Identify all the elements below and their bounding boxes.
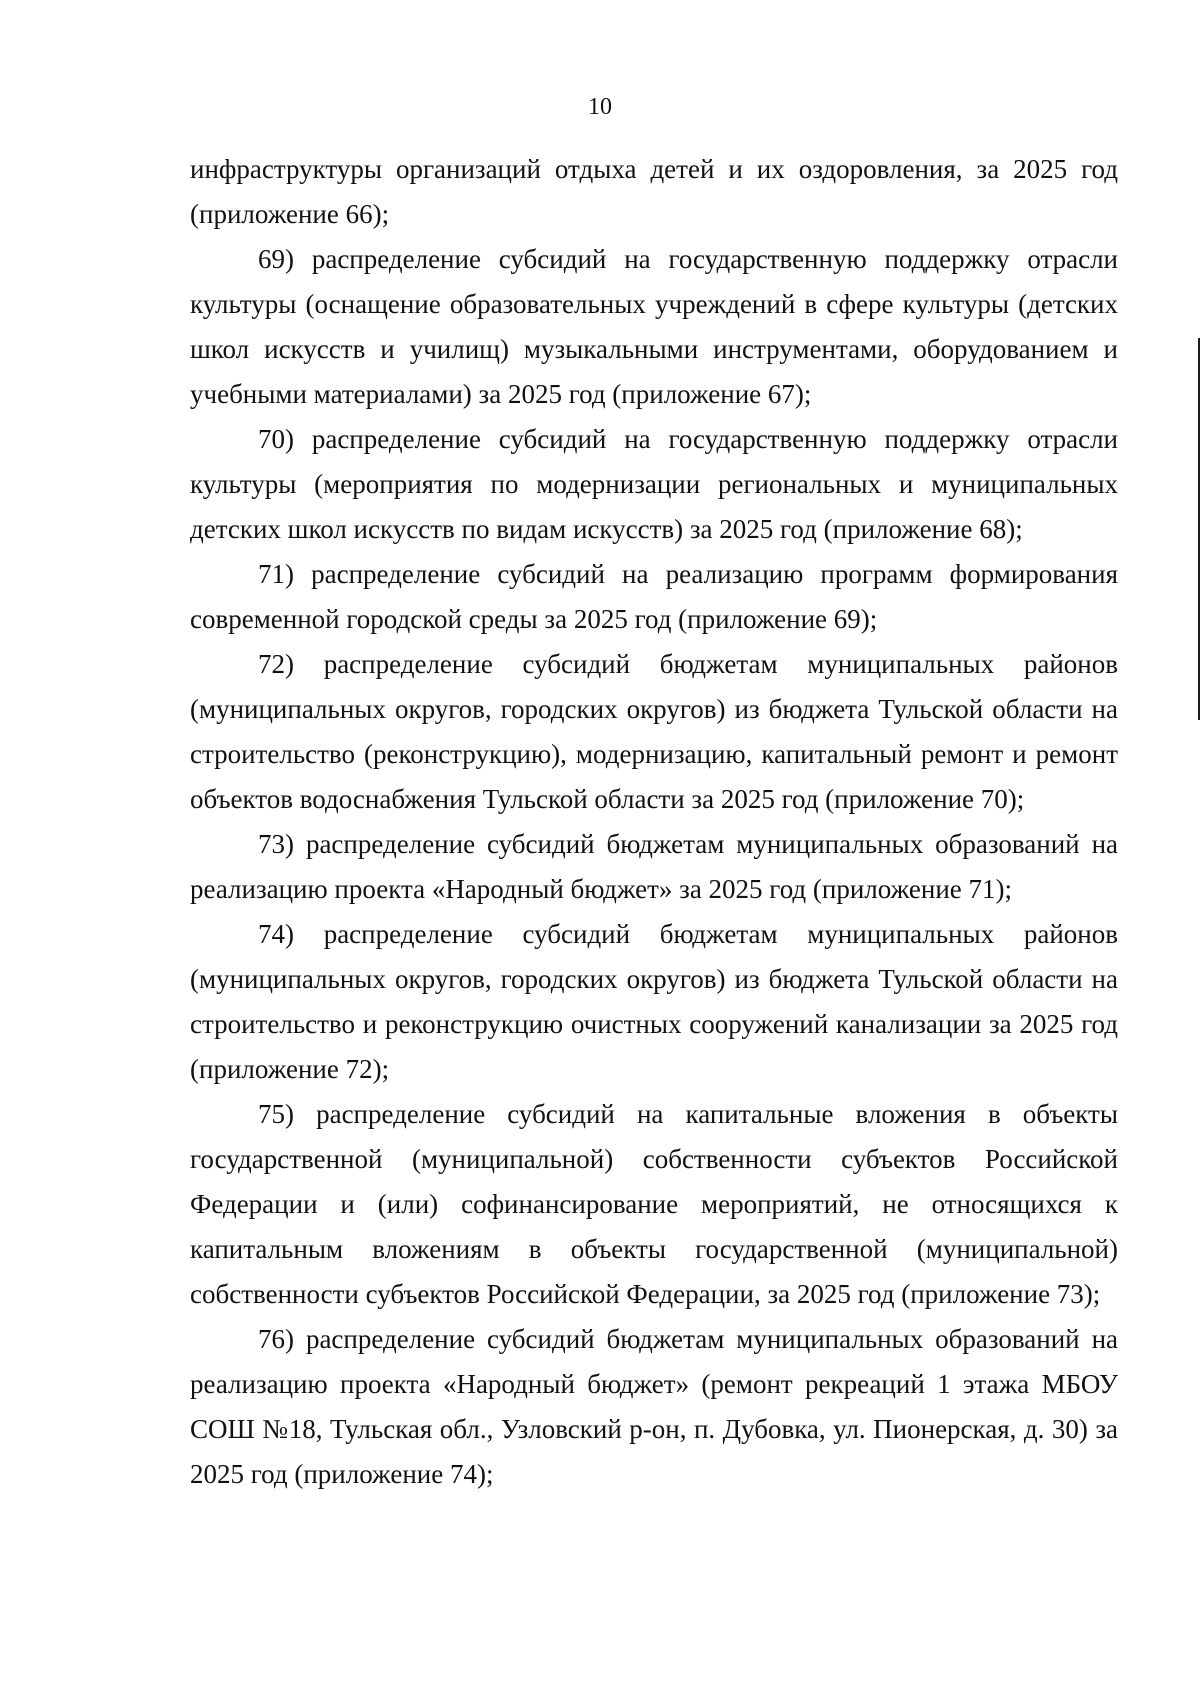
list-item-71: 71) распределение субсидий на реализацию программ формирования современной городской среды за 2025 год (приложение 69);	[190, 559, 1118, 634]
document-body	[190, 147, 1118, 1497]
list-item-76: 76) распределение субсидий бюджетам муниципальных образований на реализацию проекта «Народный бюджет» (ремонт рекреаций 1 этажа МБОУ СОШ №18, Тульская обл., Узловский р-он, п. Дубовка, ул. Пионерская, д. 30) за 2025 год (приложение 74);	[190, 1324, 1118, 1489]
list-item-74: 74) распределение субсидий бюджетам муниципальных районов (муниципальных округов, городских округов) из бюджета Тульской области на строительство и реконструкцию очистных сооружений канализации за 2025 год (приложение 72);	[190, 919, 1118, 1084]
list-item-73: 73) распределение субсидий бюджетам муниципальных образований на реализацию проекта «Народный бюджет» за 2025 год (приложение 71);	[190, 829, 1118, 904]
list-item-72: 72) распределение субсидий бюджетам муниципальных районов (муниципальных округов, городских округов) из бюджета Тульской области на строительство (реконструкцию), модернизацию, капитальный ремонт и ремонт объектов водоснабжения Тульской области за 2025 год (приложение 70);	[190, 649, 1118, 814]
paragraph-continuation: инфраструктуры организаций отдыха детей и их оздоровления, за 2025 год (приложение 66);	[190, 154, 1118, 229]
list-item-69: 69) распределение субсидий на государственную поддержку отрасли культуры (оснащение образовательных учреждений в сфере культуры (детских школ искусств и училищ) музыкальными инструментами, оборудованием и учебными материалами) за 2025 год (приложение 67);	[190, 244, 1118, 409]
list-item-75: 75) распределение субсидий на капитальные вложения в объекты государственной (муниципальной) собственности субъектов Российской Федерации и (или) софинансирование мероприятий, не относящихся к капитальным вложениям в объекты государственной (муниципальной) собственности субъектов Российской Федерации, за 2025 год (приложение 73);	[190, 1099, 1118, 1309]
page-number: 10	[588, 94, 612, 120]
list-item-70: 70) распределение субсидий на государственную поддержку отрасли культуры (мероприятия по модернизации региональных и муниципальных детских школ искусств по видам искусств) за 2025 год (приложение 68);	[190, 424, 1118, 544]
